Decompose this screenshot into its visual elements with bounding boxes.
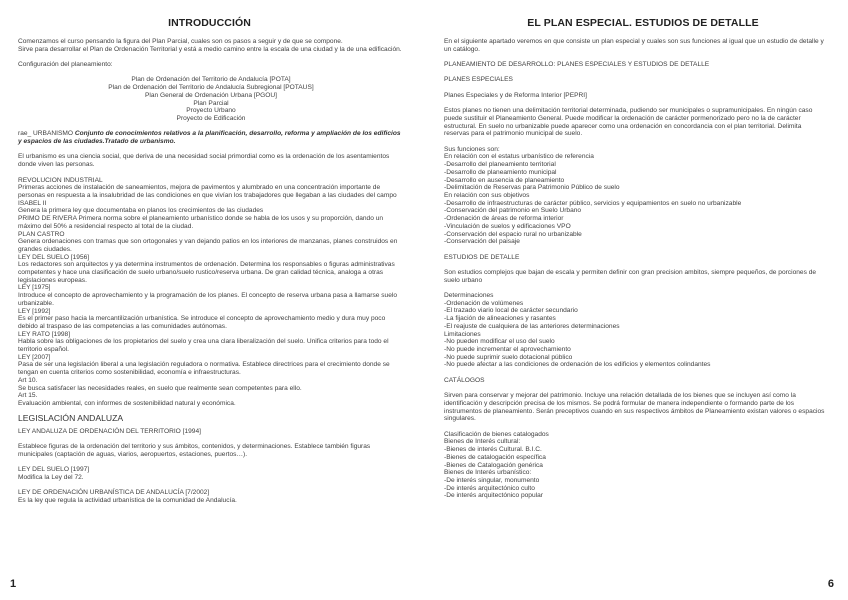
history-line: Habla sobre las obligaciones de los propietarios del suelo y crea una clara liberalización del suelo. Unifica criterios para todo el territorio español. bbox=[18, 338, 389, 354]
determination-line: -El reajuste de cualquiera de las anteriores determinaciones bbox=[444, 322, 620, 330]
functions-list bbox=[444, 146, 828, 246]
law-line: LEY DEL SUELO [1997] bbox=[18, 466, 90, 474]
function-line: -Desarrollo en ausencia de planeamiento bbox=[444, 176, 565, 184]
law-line: Es la ley que regula la actividad urbanística de la comunidad de Andalucía. bbox=[18, 496, 237, 504]
config-item: Proyecto de Edificación bbox=[176, 115, 246, 122]
history-line: LEY DEL SUELO [1956] bbox=[18, 253, 90, 261]
ed-paragraph: Son estudios complejos que bajan de escala y permiten definir con gran precision ambitos, siempre pequeños, de porciones de suelo urbano bbox=[444, 268, 817, 284]
definition-prefix: rae_ URBANISMO bbox=[18, 130, 73, 138]
cat-paragraph: Sirven para conservar y mejorar del patrimonio. Incluye una relación detallada de los bienes que se incluyen así como la identificación y descripción precisa de los mismos. Se podrá formular de manera independiente o formando parte de los instrumentos de planeamiento. Serán preceptivos cuando en sus respectivos ámbitos de Planeamiento existan valores o espacios singulares. bbox=[444, 392, 825, 423]
determination-line: Limitaciones bbox=[444, 330, 481, 338]
determination-line: -No pueden modificar el uso del suelo bbox=[444, 338, 555, 346]
classification-line: -Bienes de interés Cultural. B.I.C. bbox=[444, 446, 542, 454]
determination-line: -No puede suprimir suelo dotacional público bbox=[444, 353, 573, 361]
classification-line: -Bienes de Catalogación genérica bbox=[444, 461, 543, 469]
intro-line: Comenzamos el curso pensando la figura del Plan Parcial, cuales son os pasos a seguir y de que se compone. bbox=[18, 38, 343, 45]
right-page-content bbox=[444, 38, 828, 500]
classification-line: -De interés arquitectónico popular bbox=[444, 492, 543, 500]
config-item: Plan de Ordenación del Territorio de Andalucía [POTA] bbox=[131, 76, 291, 84]
config-item: Proyecto Urbano bbox=[186, 107, 236, 115]
section-heading: Planes Especiales y de Reforma Interior [PEPRI] bbox=[444, 91, 587, 99]
classification-line: -Bienes de catalogación específica bbox=[444, 453, 546, 461]
function-line: Sus funciones son: bbox=[444, 145, 500, 153]
function-line: -Desarrollo de infraestructuras de carácter público, servicios y equipamientos en suelo no urbanizable bbox=[444, 199, 742, 207]
function-line: -Ordenación de áreas de reforma interior bbox=[444, 215, 564, 223]
classification-line: -De interés singular, monumento bbox=[444, 476, 540, 484]
law-line: LEY DE ORDENACIÓN URBANÍSTICA DE ANDALUCÍA [7/2002] bbox=[18, 489, 210, 497]
law-title: LEY ANDALUZA DE ORDENACIÓN DEL TERRITORIO [1994] bbox=[18, 427, 201, 435]
history-section bbox=[18, 177, 404, 408]
config-heading: Configuración del planeamiento: bbox=[18, 61, 113, 69]
config-list bbox=[18, 76, 404, 122]
section-heading: PLANEAMIENTO DE DESARROLLO: PLANES ESPECIALES Y ESTUDIOS DE DETALLE bbox=[444, 61, 710, 69]
law-text: Establece figuras de la ordenación del territorio y sus ámbitos, contenidos, y determinaciones. Establece también figuras municipales (captación de aguas, viarios, aeropuertos, estaciones, puertos…). bbox=[18, 443, 371, 458]
rae-definition bbox=[18, 130, 404, 145]
function-line: -Desarrollo del planeamiento territorial bbox=[444, 161, 556, 169]
determinations-list bbox=[444, 292, 828, 369]
page-title-introduccion: INTRODUCCIÓN bbox=[168, 17, 251, 29]
pe-paragraph: Estos planes no tienen una delimitación territorial determinada, pudiendo ser municipales o supramunicipales. En ningún caso puede sustituir el Planeamiento General. Puede modificar la ordenación de carácter pormenorizado pero no la de carácter estructural. En suelo no urbanizable puede aparecer como una ordenación en concordancia con el plan territorial. Delimita reservas para el patrimonio municipal de suelo. bbox=[444, 107, 813, 138]
section-heading-legislacion-andaluza: LEGISLACIÓN ANDALUZA bbox=[18, 412, 124, 423]
history-line: REVOLUCION INDUSTRIAL bbox=[18, 176, 103, 184]
classification-line: Bienes de Interés cultural: bbox=[444, 438, 521, 446]
history-line: Art 15. bbox=[18, 392, 38, 400]
history-line: Es el primer paso hacia la mercantilización urbanística. Se introduce el concepto de aprovechamiento medio y dura muy poco debido al traspaso de las competencias a las comunidades autónomas. bbox=[18, 315, 386, 330]
history-line: LEY [1975] bbox=[18, 284, 51, 292]
determination-line: -El trazado viario local de carácter secundario bbox=[444, 307, 578, 315]
determination-line: -Ordenación de volúmenes bbox=[444, 299, 524, 307]
history-line: Evaluación ambiental, con informes de sostenibilidad natural y económica. bbox=[18, 399, 236, 407]
function-line: En relación con sus objetivos bbox=[444, 191, 530, 199]
definition-text: Conjunto de conocimientos relativos a la planificación, desarrollo, reforma y ampliación de los edificios y espacios de las ciudades.Tratado de urbanismo. bbox=[18, 130, 401, 146]
law-line: Modifica la Ley del 72. bbox=[18, 473, 84, 481]
classification-line: -De interés arquitectónico culto bbox=[444, 484, 535, 492]
history-line: PRIMO DE RIVERA Primera norma sobre el planeamiento urbanístico donde se habla de los usos y su proporción, dando un máximo del 50% a residencial respecto al total de la ciudad. bbox=[18, 215, 384, 230]
intro-paragraph: En el siguiente apartado veremos en que consiste un plan especial y cuales son sus funciones al igual que un estudio de detalle y un catálogo. bbox=[444, 38, 824, 53]
history-line: Se busca satisfacer las necesidades reales, en suelo que realmente sean competentes para ello. bbox=[18, 384, 302, 392]
history-line: Pasa de ser una legislación liberal a una legislación reguladora o normativa. Establece directrices para el crecimiento donde se tengan en cuenta criterios como sostenibilidad, economía e infraestructuras. bbox=[18, 361, 390, 377]
function-line: -Conservación del espacio rural no urbanizable bbox=[444, 230, 582, 238]
determination-line: Determinaciones bbox=[444, 292, 494, 300]
history-line: Genera la primera ley que documentaba en planos los crecimientos de las ciudades bbox=[18, 207, 264, 215]
page-number: 1 bbox=[10, 578, 17, 590]
function-line: -Desarrollo de planeamiento municipal bbox=[444, 168, 557, 176]
right-page bbox=[424, 0, 848, 600]
config-item: Plan de Ordenación del Territorio de Andalucía Subregional [POTAUS] bbox=[108, 84, 314, 92]
page-title-plan-especial: EL PLAN ESPECIAL. ESTUDIOS DE DETALLE bbox=[527, 17, 759, 29]
history-line: ISABEL II bbox=[18, 199, 47, 207]
classification-list bbox=[444, 431, 828, 500]
history-line: LEY RATO [1998] bbox=[18, 330, 71, 338]
history-line: Art 10. bbox=[18, 376, 38, 384]
function-line: -Vinculación de suelos y edificaciones VPO bbox=[444, 222, 571, 230]
config-item: Plan Parcial bbox=[193, 99, 229, 107]
history-line: Primeras acciones de instalación de saneamientos, mejora de pavimentos y alumbrado en una concentración importante de personas en respuesta a la insalubridad de las condiciones en que vivían los trabajadores que llegaban a las ciudades del campo bbox=[18, 184, 397, 199]
history-line: PLAN CASTRO bbox=[18, 230, 65, 238]
intro-line: Sirve para desarrollar el Plan de Ordenación Territorial y está a medio camino entre la escala de una ciudad y la de una edificación. bbox=[18, 45, 402, 53]
history-line: LEY [2007] bbox=[18, 353, 51, 361]
determination-line: -La fijación de alineaciones y rasantes bbox=[444, 315, 556, 323]
function-line: -Conservación del paisaje bbox=[444, 238, 520, 246]
history-line: Los redactores son arquitectos y ya determina instrumentos de ordenación. Determina los responsables o figuras administrativas competentes y hace una clasificación de suelo urbano/suelo rustico/reserva urbana. De gran calidad técnica, analoga a otras legislaciones europeas. bbox=[18, 261, 395, 284]
history-line: Genera ordenaciones con tramas que son ortogonales y van dejando patios en los interiores de manzanas, planes construidos en grandes ciudades. bbox=[18, 238, 398, 253]
classification-line: Clasificación de bienes catalogados bbox=[444, 430, 549, 438]
history-line: LEY [1992] bbox=[18, 307, 51, 315]
page-number: 6 bbox=[827, 578, 834, 590]
left-page-content bbox=[18, 38, 404, 505]
function-line: En relación con el estatus urbanístico de referencia bbox=[444, 153, 594, 161]
section-heading: PLANES ESPECIALES bbox=[444, 76, 513, 84]
function-line: -Conservación del patrimonio en Suelo Urbano bbox=[444, 207, 582, 215]
function-line: -Delimitación de Reservas para Patrimonio Público de suelo bbox=[444, 184, 620, 192]
config-item: Plan General de Ordenación Urbana [PGOU] bbox=[145, 91, 277, 99]
classification-line: Bienes de Interés urbanístico: bbox=[444, 469, 532, 477]
determination-line: -No puede afectar a las condiciones de ordenación de los edificios y elementos colindantes bbox=[444, 361, 711, 369]
science-paragraph: El urbanismo es una ciencia social, que deriva de una necesidad social primordial como es la ordenación de los asentamientos donde viven las personas. bbox=[18, 153, 390, 169]
section-heading: ESTUDIOS DE DETALLE bbox=[444, 253, 520, 261]
history-line: Introduce el concepto de aprovechamiento y la programación de los planes. El concepto de reserva urbana pasa a llamarse suelo urbanizable. bbox=[18, 292, 398, 307]
determination-line: -No puede incrementar el aprovechamiento bbox=[444, 346, 571, 353]
section-heading: CATÁLOGOS bbox=[444, 376, 485, 384]
